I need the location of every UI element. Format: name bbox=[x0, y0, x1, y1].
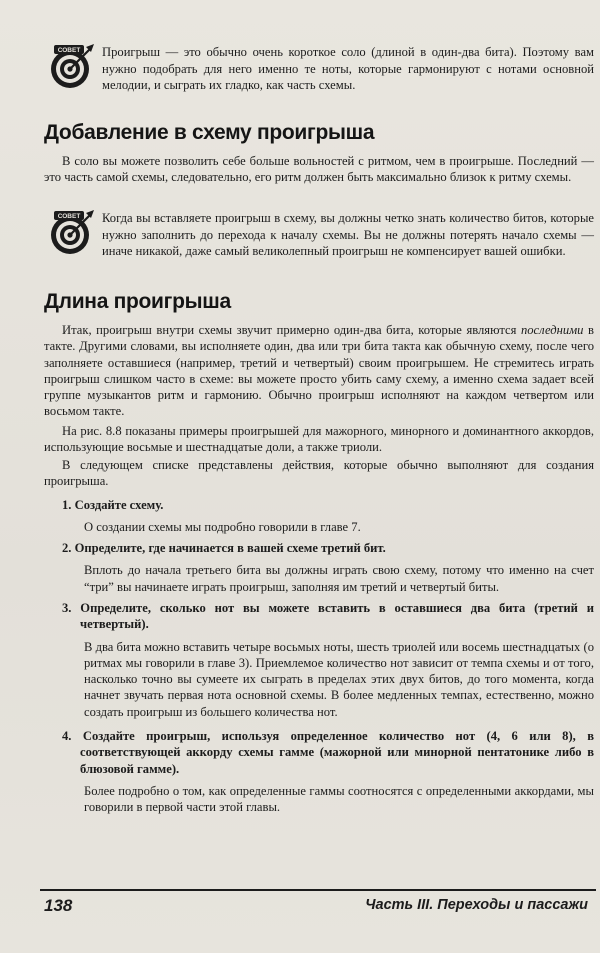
step-body: Более подробно о том, как определенные гаммы соотносятся с определенными аккордами, мы говорили в первой части этой главы. bbox=[84, 783, 594, 815]
target-tip-icon bbox=[48, 42, 96, 90]
section2-paragraph-1: Итак, проигрыш внутри схемы звучит примерно один-два бита, которые являются последними в такте. Другими словами, вы исполняете один, два или три бита такта как обычную схему, после чего заполняете оставшиеся (например, третий и четвертый) своим проигрышем. Не стремитесь играть проигрыш слишком часто в схеме: вы можете просто убить саму схему, а именно схема задает всей группе музыкантов ритм и гармонию. Обычно проигрыш исполняют на каждом четвертом или восьмом такте. bbox=[44, 323, 594, 419]
list-item bbox=[62, 600, 594, 720]
step-title: 3. Определите, сколько нот вы можете вставить в оставшиеся два бита (третий и четвертый). bbox=[62, 601, 594, 632]
step-title: 2. Определите, где начинается в вашей схеме третий бит. bbox=[62, 541, 386, 555]
step-body: Вплоть до начала третьего бита вы должны играть свою схему, потому что именно на счет “три” вы начинаете играть проигрыш, заполняя им третий и четвертый биты. bbox=[84, 563, 594, 594]
tip-text-1: Проигрыш — это обычно очень короткое соло (длиной в один-два бита). Поэтому вам нужно подобрать для него именно те ноты, которые гармонируют с нотами основной мелодии, и сыграть их гладко, как часть схемы. bbox=[102, 45, 594, 92]
list-item bbox=[62, 540, 594, 595]
svg-text:СОВЕТ: СОВЕТ bbox=[57, 213, 81, 220]
running-footer-part-title: Часть III. Переходы и пассажи bbox=[365, 897, 588, 913]
target-tip-icon bbox=[48, 208, 96, 256]
step-title: 4. Создайте проигрыш, используя определенное количество нот (4, 6 или 8), в соответствующей аккорду схемы гамме (мажорной или минорной пентатонике либо в блюзовой гамме). bbox=[62, 729, 594, 776]
section2-paragraph-2: На рис. 8.8 показаны примеры проигрышей для мажорного, минорного и доминантного аккордов, использующие восьмые и шестнадцатые доли, а также триоли. bbox=[44, 424, 594, 455]
step-title: 1. Создайте схему. bbox=[62, 498, 164, 512]
footer-rule bbox=[40, 889, 596, 891]
list-item bbox=[62, 728, 594, 815]
section-heading-length: Длина проигрыша bbox=[44, 290, 231, 313]
page-number: 138 bbox=[44, 896, 73, 915]
tip-text-2: Когда вы вставляете проигрыш в схему, вы должны четко знать количество битов, которые нужно заполнить до перехода к началу схемы. Вы не должны потерять начало схемы — иначе никакой, даже самый великолепный проигрыш не компенсирует вашей ошибки. bbox=[102, 211, 594, 258]
list-item bbox=[62, 497, 594, 536]
step-body: О создании схемы мы подробно говорили в главе 7. bbox=[84, 520, 361, 535]
section2-paragraph-3: В следующем списке представлены действия, которые обычно выполняют для создания проигрыша. bbox=[44, 458, 594, 489]
step-body: В два бита можно вставить четыре восьмых ноты, шесть триолей или восемь шестнадцатых (о ритмах мы говорили в главе 3). Приемлемое количество нот зависит от темпа схемы и от того, насколько точно вы сумеете их сыграть в пределах этих двух битов, до того момента, когда начнет звучать первая нота основной схемы. В более медленных темпах, естественно, можно создать проигрыш из большего количества нот. bbox=[84, 639, 594, 719]
svg-text:СОВЕТ: СОВЕТ bbox=[57, 47, 81, 54]
section1-paragraph: В соло вы можете позволить себе больше вольностей с ритмом, чем в проигрыше. Последний — это часть самой схемы, следовательно, его ритм должен быть максимально близок к ритму схемы. bbox=[44, 154, 594, 185]
tip-box-2 bbox=[48, 210, 594, 260]
section-heading-adding: Добавление в схему проигрыша bbox=[44, 121, 375, 144]
tip-box-1 bbox=[48, 44, 594, 94]
